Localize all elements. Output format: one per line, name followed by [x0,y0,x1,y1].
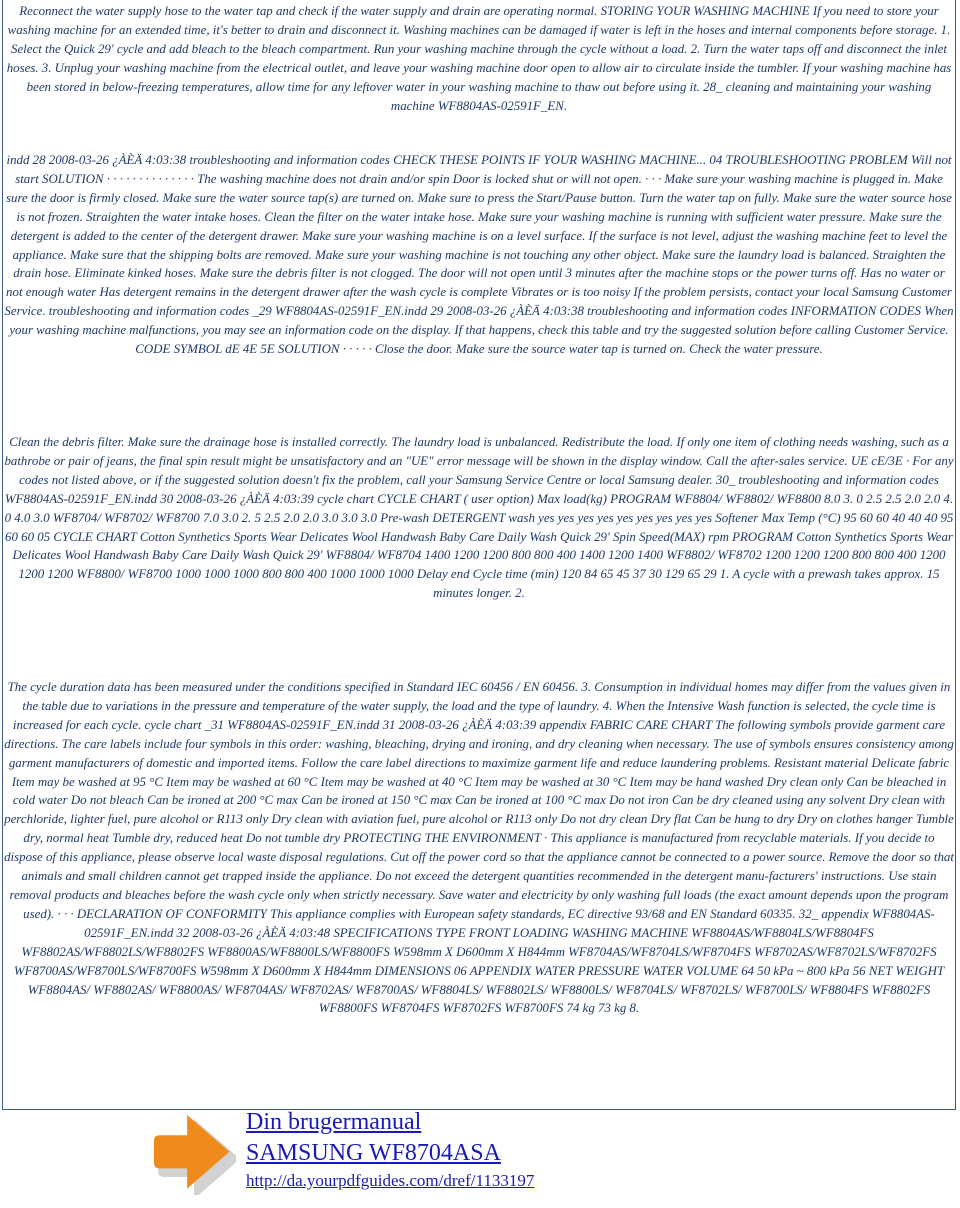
arrow-logo-icon [154,1115,236,1195]
body-paragraph: The cycle duration data has been measured under the conditions specified in Standard IEC 60456 / EN 60456. 3. Consumption in individual homes may differ from the values given in the table due to variations in the pressure and temperature of the water supply, the load and the type of laundry. 4. When the Intensive Wash function is selected, the cycle time is increased for each cycle. cycle chart _31 WF8804AS-02591F_EN.indd 31 2008-03-26 ¿ÀÈÄ 4:03:39 appendix FABRIC CARE CHART The following symbols provide garment care directions. The care labels include four symbols in this order: washing, bleaching, drying and ironing, and dry cleaning when necessary. The use of symbols ensures consistency among garment manufacturers of domestic and imported items. Follow the care label directions to maximize garment life and reduce laundering problems. Resistant material Delicate fabric Item may be washed at 95 °C Item may be washed at 60 °C Item may be washed at 40 °C Item may be washed at 30 °C Item may be hand washed Dry clean only Can be bleached in cold water Do not bleach Can be ironed at 200 °C max Can be ironed at 150 °C max Can be ironed at 100 °C max Do not iron Can be dry cleaned using any solvent Dry clean with perchloride, lighter fuel, pure alcohol or R113 only Dry clean with aviation fuel, pure alcohol or R113 only Do not dry clean Dry flat Can be hung to dry Dry on clothes hanger Tumble dry, normal heat Tumble dry, reduced heat Do not tumble dry PROTECTING THE ENVIRONMENT · This appliance is manufactured from recyclable materials. If you decide to dispose of this appliance, please observe local waste disposal regulations. Cut off the power cord so that the appliance cannot be connected to a power source. Remove the door so that animals and small children cannot get trapped inside the appliance. Do not exceed the detergent quantities recommended in the detergent manu-facturers' instructions. Use stain removal products and bleaches before the wash cycle only when strictly necessary. Save water and electricity by only washing full loads (the exact amount depends upon the program used). · · · DECLARATION OF CONFORMITY This appliance complies with European safety standards, EC directive 93/68 and EN Standard 60335. 32_ appendix WF8804AS-02591F_EN.indd 32 2008-03-26 ¿ÀÈÄ 4:03:48 SPECIFICATIONS TYPE FRONT LOADING WASHING MACHINE WF8804AS/WF8804LS/WF8804FS WF8802AS/WF8802LS/WF8802FS WF8800AS/WF8800LS/WF8800FS W598mm X D600mm X H844mm WF8704AS/WF8704LS/WF8704FS WF8702AS/WF8702LS/WF8702FS WF8700AS/WF8700LS/WF8700FS W598mm X D600mm X H844mm DIMENSIONS 06 APPENDIX WATER PRESSURE WATER VOLUME 64 50 kPa ~ 800 kPa 56 NET WEIGHT WF8804AS/ WF8802AS/ WF8800AS/ WF8704AS/ WF8702AS/ WF8700AS/ WF8804LS/ WF8802LS/ WF8800LS/ WF8704LS/ WF8702LS/ WF8700LS/ WF8804FS WF8802FS WF8800FS WF8704FS WF8702FS WF8700FS 74 kg 73 kg 8. [4,680,954,1016]
manual-title-link[interactable]: Din brugermanual [246,1109,422,1135]
footer-banner [2,1110,956,1208]
body-paragraph: Reconnect the water supply hose to the water tap and check if the water supply and drain are operating normal. STORING YOUR WASHING MACHINE If you need to store your washing machine for an extended time, it's better to drain and disconnect it. Washing machines can be damaged if water is left in the hoses and internal components before storage. 1. Select the Quick 29' cycle and add bleach to the bleach compartment. Run your washing machine through the cycle without a load. 2. Turn the water taps off and disconnect the inlet hoses. 3. Unplug your washing machine from the electrical outlet, and leave your washing machine door open to allow air to circulate inside the tumbler. If your washing machine has been stored in below-freezing temperatures, allow time for any leftover water in your washing machine to thaw out before using it. 28_ cleaning and maintaining your washing machine WF8804AS-02591F_EN. [6,4,952,113]
footer-links [246,1110,534,1193]
manual-url-link[interactable]: http://da.yourpdfguides.com/dref/1133197 [246,1171,535,1190]
body-paragraph: Clean the debris filter. Make sure the drainage hose is installed correctly. The laundry load is unbalanced. Redistribute the load. If only one item of clothing needs washing, such as a bathrobe or pair of jeans, the final spin result might be unsatisfactory and an "UE" error message will be shown in the display window. Call the after-sales service. UE cE/3E · For any codes not listed above, or if the suggested solution doesn't fix the problem, call your Samsung Service Centre or local Samsung dealer. 30_ troubleshooting and information codes WF8804AS-02591F_EN.indd 30 2008-03-26 ¿ÀÈÄ 4:03:39 cycle chart CYCLE CHART ( user option) Max load(kg) PROGRAM WF8804/ WF8802/ WF8800 8.0 3. 0 2.5 2.5 2.0 2.0 4. 0 4.0 3.0 WF8704/ WF8702/ WF8700 7.0 3.0 2. 5 2.5 2.0 2.0 3.0 3.0 3.0 Pre-wash DETERGENT wash yes yes yes yes yes yes yes yes yes Softener Max Temp (°C) 95 60 60 40 40 40 95 60 60 05 CYCLE CHART Cotton Synthetics Sports Wear Delicates Wool Handwash Baby Care Daily Wash Quick 29' Spin Speed(MAX) rpm PROGRAM Cotton Synthetics Sports Wear Delicates Wool Handwash Baby Care Daily Wash Quick 29' WF8804/ WF8704 1400 1200 1200 800 800 400 1400 1200 1400 WF8802/ WF8702 1200 1200 1200 800 800 400 1200 1200 1200 WF8800/ WF8700 1000 1000 1000 800 800 400 1000 1000 1000 Delay end Cycle time (min) 120 84 65 45 37 30 129 65 29 1. A cycle with a prewash takes approx. 15 minutes longer. 2. [4,435,954,601]
body-paragraph: indd 28 2008-03-26 ¿ÀÈÄ 4:03:38 troubleshooting and information codes CHECK THESE POINTS IF YOUR WASHING MACHINE... 04 TROUBLESHOOTING PROBLEM Will not start SOLUTION · · · · · · · · · · · · · · The washing machine does not drain and/or spin Door is locked shut or will not open. · · · Make sure your washing machine is plugged in. Make sure the door is firmly closed. Make sure the water source tap(s) are turned on. Make sure to press the Start/Pause button. Turn the water tap on fully. Make sure the water source hose is not frozen. Straighten the water intake hoses. Clean the filter on the water intake hose. Make sure your washing machine is running with sufficient water pressure. Make sure the detergent is added to the center of the detergent drawer. Make sure your washing machine is on a level surface. If the surface is not level, adjust the washing machine feet to level the appliance. Make sure that the shipping bolts are removed. Make sure your washing machine is not touching any other object. Make sure the laundry load is balanced. Straighten the drain hose. Eliminate kinked hoses. Make sure the debris filter is not clogged. The door will not open until 3 minutes after the machine stops or the power turns off. Has no water or not enough water Has detergent remains in the detergent drawer after the wash cycle is complete Vibrates or is too noisy If the problem persists, contact your local Samsung Customer Service. troubleshooting and information codes _29 WF8804AS-02591F_EN.indd 29 2008-03-26 ¿ÀÈÄ 4:03:38 troubleshooting and information codes INFORMATION CODES When your washing machine malfunctions, you may see an information code on the display. If that happens, check this table and try the suggested solution before calling Customer Service. CODE SYMBOL dE 4E 5E SOLUTION · · · · · Close the door. Make sure the source water tap is turned on. Check the water pressure. [4,153,954,357]
model-link[interactable]: SAMSUNG WF8704ASA [246,1140,501,1166]
